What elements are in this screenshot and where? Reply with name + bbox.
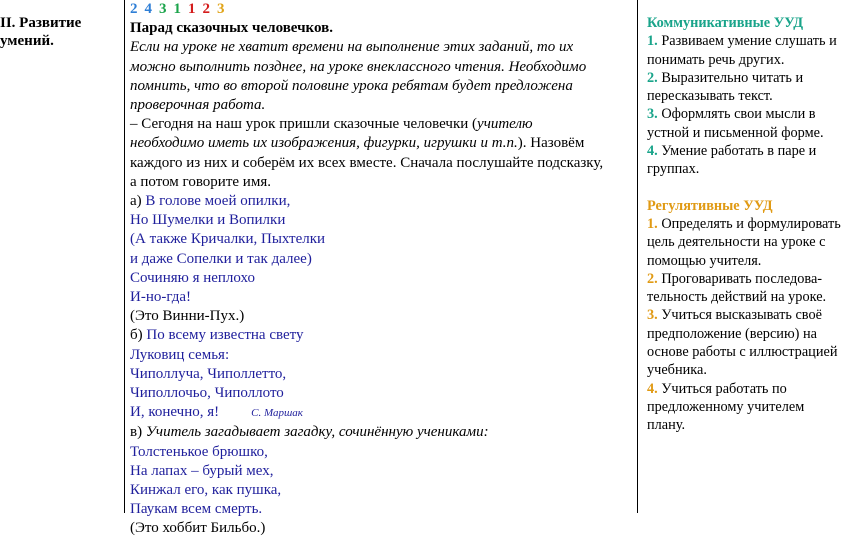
- color-digits-row: [130, 0, 635, 19]
- poem-a-line: Сочиняю я неплохо: [130, 269, 255, 286]
- color-digit: 1: [188, 1, 196, 17]
- uud-item-text: цель деятельности на уроке с: [647, 234, 826, 251]
- uud-item-text: предложенному учителем: [647, 398, 805, 415]
- uud-item-line: [647, 361, 837, 379]
- uud-item-line: [647, 416, 837, 434]
- uud-item-line: [647, 233, 837, 251]
- poem-a-line: Но Шумелки и Вопилки: [130, 212, 286, 229]
- uud-item-line: [647, 288, 837, 306]
- intro-line: – Сегодня на наш урок пришли сказочные человечки (учителю: [130, 116, 533, 133]
- color-digit: 4: [144, 1, 152, 17]
- uud-item-text: группах.: [647, 161, 700, 178]
- poem-a-line: И-но-гда!: [130, 289, 192, 306]
- column-divider-2: [637, 0, 638, 513]
- uud-item-number: 2.: [647, 69, 658, 86]
- riddle-intro: в) Учитель загадывает загадку, сочинённую учениками:: [130, 424, 489, 441]
- uud-item-text: понимать речь других.: [647, 51, 785, 68]
- poem-b-line: Чиполлуча, Чиполлетто,: [130, 365, 287, 382]
- uud-item-line: [647, 306, 837, 324]
- poem-c-line: Кинжал его, как пушка,: [130, 482, 282, 499]
- uud-item-number: 3.: [647, 307, 658, 324]
- poem-b-line: б) По всему известна свету: [130, 327, 304, 344]
- uud-item-line: [647, 142, 837, 160]
- uud-item-text: Выразительно читать и: [661, 69, 804, 86]
- answer-c: (Это хоббит Бильбо.): [130, 520, 266, 537]
- poem-a-line: и даже Сопелки и так далее): [130, 250, 312, 267]
- poem-b-line: И, конечно, я! С. Маршак: [130, 404, 303, 421]
- uud-item-text: предположение (версию) на: [647, 325, 817, 342]
- uud-item-text: Развиваем умение слушать и: [661, 33, 837, 50]
- intro-line: каждого из них и соберём их всех вместе. Сначала послушайте подсказку,: [130, 154, 604, 171]
- teacher-note-line: помнить, что во второй половине урока ребятам будет предложена: [130, 77, 573, 94]
- poem-author: С. Маршак: [251, 407, 303, 420]
- uud-item-text: помощью учителя.: [647, 252, 762, 269]
- poem-c-line: Толстенькое брюшко,: [130, 443, 268, 460]
- teacher-note-line: проверочная работа.: [130, 97, 266, 114]
- poem-a-line: (А также Кричалки, Пыхтелки: [130, 231, 326, 248]
- uud-item-text: Умение работать в паре и: [661, 143, 817, 160]
- content-title: Парад сказочных человечков.: [130, 20, 333, 37]
- uud-item-text: Проговаривать последова-: [661, 270, 823, 287]
- regulative-uud-title: Регулятивные УУД: [647, 197, 773, 214]
- uud-item-line: [647, 380, 837, 398]
- intro-line: необходимо иметь их изображения, фигурки, игрушки и т.п.). Назовём: [130, 135, 585, 152]
- uud-item-text: Учиться работать по: [661, 380, 787, 397]
- uud-item-text: пересказывать текст.: [647, 88, 773, 105]
- stage-cell: [0, 14, 120, 50]
- uud-item-line: [647, 160, 837, 178]
- poem-a-line: а) В голове моей опилки,: [130, 193, 291, 210]
- uud-item-line: [647, 105, 837, 123]
- uud-cell: [647, 14, 841, 435]
- uud-item-text: основе работы с иллюстрацией: [647, 344, 838, 361]
- uud-item-line: [647, 252, 837, 270]
- uud-item-text: устной и письменной форме.: [647, 124, 824, 141]
- teacher-note-line: Если на уроке не хватит времени на выполнение этих заданий, то их: [130, 39, 574, 56]
- stage-title-line1: II. Развитие: [0, 15, 82, 31]
- poem-c-line: Паукам всем смерть.: [130, 501, 263, 518]
- communicative-uud-list: [647, 32, 837, 178]
- color-digit: 1: [173, 1, 181, 17]
- uud-item-number: 4.: [647, 143, 658, 160]
- communicative-uud-title: Коммуникативные УУД: [647, 15, 804, 31]
- uud-item-number: 1.: [647, 33, 658, 50]
- uud-item-line: [647, 69, 837, 87]
- teacher-note-line: можно выполнить позднее, на уроке внеклассного чтения. Необходимо: [130, 58, 587, 75]
- content-cell: [130, 0, 635, 539]
- uud-item-number: 4.: [647, 380, 658, 397]
- uud-item-text: Оформлять свои мысли в: [661, 106, 816, 123]
- uud-item-line: [647, 51, 837, 69]
- stage-title-line2: умений.: [0, 33, 54, 49]
- poem-b-line: Луковиц семья:: [130, 346, 230, 363]
- poem-b-line: Чиполлочьо, Чиполлото: [130, 385, 284, 402]
- uud-item-line: [647, 398, 837, 416]
- uud-item-number: 1.: [647, 215, 658, 232]
- color-digit: 3: [159, 1, 167, 17]
- color-digit: 3: [217, 1, 225, 17]
- uud-item-number: 2.: [647, 270, 658, 287]
- uud-item-text: учебника.: [647, 362, 707, 379]
- answer-a: (Это Винни-Пух.): [130, 308, 245, 325]
- color-digit: 2: [202, 1, 210, 17]
- uud-item-text: Определять и формулировать: [661, 215, 841, 232]
- uud-item-line: [647, 124, 837, 142]
- regulative-uud-list: [647, 215, 841, 435]
- uud-item-line: [647, 270, 837, 288]
- uud-item-line: [647, 325, 837, 343]
- poem-c-line: На лапах – бурый мех,: [130, 462, 274, 479]
- uud-item-line: [647, 215, 841, 233]
- uud-item-text: плану.: [647, 417, 686, 434]
- uud-item-number: 3.: [647, 106, 658, 123]
- uud-item-line: [647, 87, 837, 105]
- uud-item-text: Учиться высказывать своё: [661, 307, 822, 324]
- uud-item-line: [647, 343, 837, 361]
- uud-item-text: тельность действий на уроке.: [647, 289, 827, 306]
- color-digit: 2: [130, 1, 138, 17]
- intro-line: а потом говорите имя.: [130, 173, 271, 190]
- column-divider-1: [124, 0, 125, 513]
- uud-item-line: [647, 32, 837, 50]
